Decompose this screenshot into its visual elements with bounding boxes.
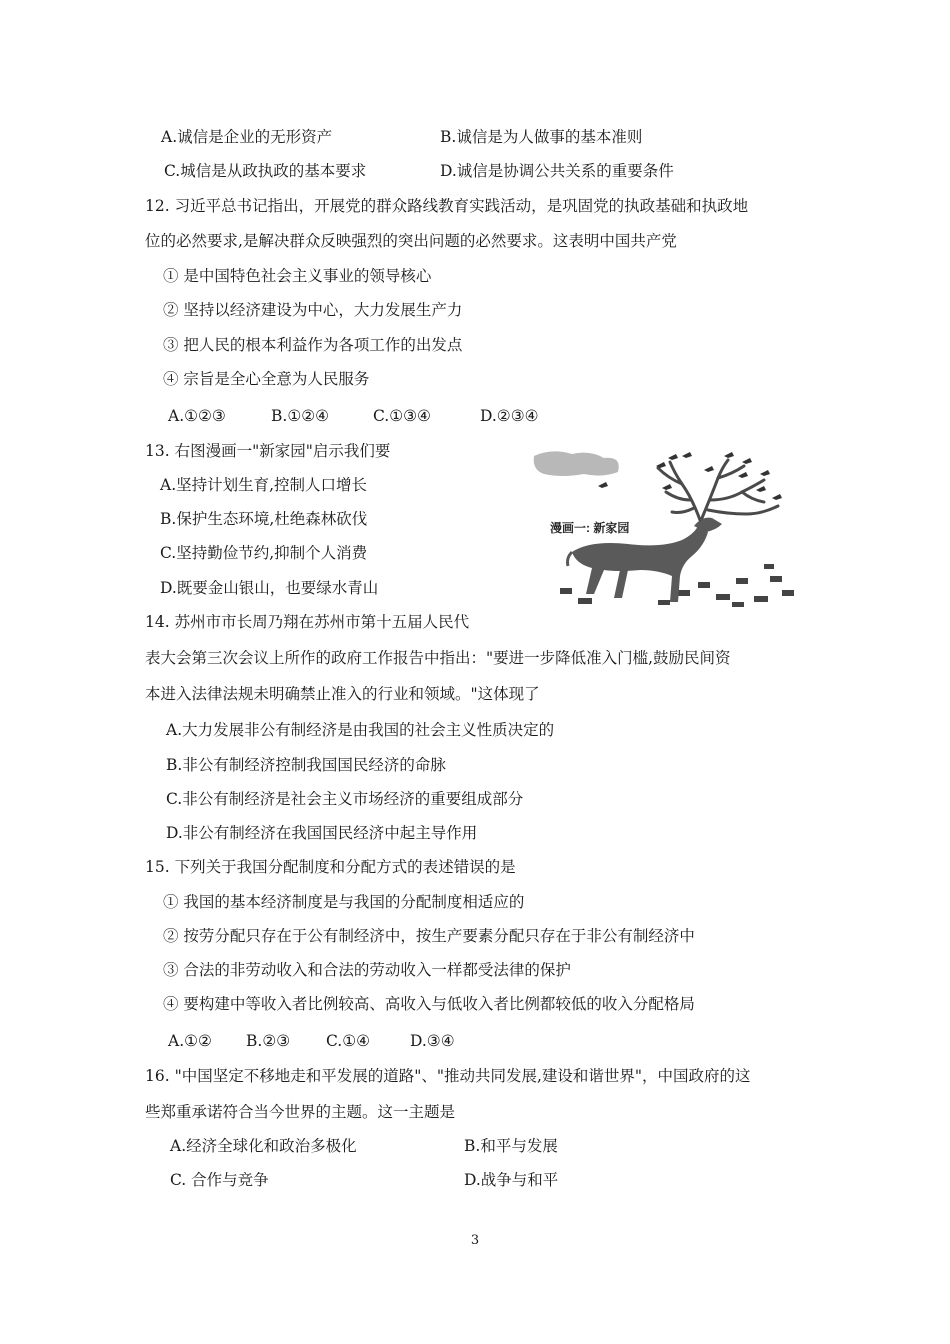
q12-item-1: ① 是中国特色社会主义事业的领导核心	[163, 267, 432, 285]
q14-option-a: A.大力发展非公有制经济是由我国的社会主义性质决定的	[166, 721, 555, 739]
q13-stem: 13. 右图漫画一"新家园"启示我们要	[145, 442, 391, 460]
q15-item-2: ② 按劳分配只存在于公有制经济中，按生产要素分配只存在于非公有制经济中	[163, 927, 695, 945]
q15-option-d: D.③④	[410, 1032, 455, 1050]
q12-stem-line1: 12. 习近平总书记指出，开展党的群众路线教育实践活动，是巩固党的执政基础和执政地	[145, 197, 749, 215]
q15-item-3: ③ 合法的非劳动收入和合法的劳动收入一样都受法律的保护	[163, 961, 571, 979]
q15-option-b: B.②③	[246, 1032, 291, 1050]
cloud-shape	[534, 451, 619, 476]
q14-stem-line2: 表大会第三次会议上所作的政府工作报告中指出："要进一步降低准入门槛,鼓励民间资	[145, 649, 731, 667]
q15-stem: 15. 下列关于我国分配制度和分配方式的表述错误的是	[145, 858, 516, 876]
q14-stem-line3: 本进入法律法规未明确禁止准入的行业和领域。"这体现了	[145, 685, 540, 703]
q12-option-a: A.①②③	[168, 407, 226, 425]
q12-item-4: ④ 宗旨是全心全意为人民服务	[163, 370, 370, 388]
q14-option-b: B.非公有制经济控制我国国民经济的命脉	[166, 756, 446, 774]
q16-option-c: C. 合作与竞争	[170, 1171, 269, 1189]
q11-option-b: B.诚信是为人做事的基本准则	[440, 128, 643, 146]
q12-option-c: C.①③④	[373, 407, 431, 425]
q14-option-d: D.非公有制经济在我国国民经济中起主导作用	[166, 824, 478, 842]
q11-option-c: C.城信是从政执政的基本要求	[164, 162, 367, 180]
q15-item-1: ① 我国的基本经济制度是与我国的分配制度相适应的	[163, 893, 525, 911]
q13-option-d: D.既要金山银山，也要绿水青山	[160, 579, 379, 597]
q13-option-c: C.坚持勤俭节约,抑制个人消费	[160, 544, 368, 562]
q11-option-a: A.诚信是企业的无形资产	[161, 128, 333, 146]
q16-option-d: D.战争与和平	[464, 1171, 559, 1189]
q12-option-d: D.②③④	[480, 407, 539, 425]
q13-option-a: A.坚持计划生育,控制人口增长	[160, 476, 368, 494]
q16-option-b: B.和平与发展	[464, 1137, 558, 1155]
q16-stem-line2: 些郑重承诺符合当今世界的主题。这一主题是	[145, 1103, 456, 1121]
q15-option-c: C.①④	[326, 1032, 371, 1050]
q16-stem-line1: 16. "中国坚定不移地走和平发展的道路"、"推动共同发展,建设和谐世界"，中国政府的这	[145, 1067, 751, 1085]
q12-option-b: B.①②④	[271, 407, 330, 425]
q15-option-a: A.①②	[168, 1032, 212, 1050]
page-number: 3	[470, 1233, 480, 1248]
q16-option-a: A.经济全球化和政治多极化	[170, 1137, 357, 1155]
q13-option-b: B.保护生态环境,杜绝森林砍伐	[160, 510, 368, 528]
birds	[598, 452, 782, 500]
q12-item-2: ② 坚持以经济建设为中心，大力发展生产力	[163, 301, 463, 319]
q12-stem-line2: 位的必然要求,是解决群众反映强烈的突出问题的必然要求。这表明中国共产党	[145, 232, 677, 250]
q14-option-c: C.非公有制经济是社会主义市场经济的重要组成部分	[166, 790, 524, 808]
q15-item-4: ④ 要构建中等收入者比例较高、高收入与低收入者比例都较低的收入分配格局	[163, 995, 695, 1013]
q12-item-3: ③ 把人民的根本利益作为各项工作的出发点	[163, 336, 463, 354]
cartoon-caption: 漫画一: 新家园	[550, 521, 630, 535]
q14-stem-line1: 14. 苏州市市长周乃翔在苏州市第十五届人民代	[145, 613, 470, 631]
cartoon-new-home	[532, 448, 800, 614]
q11-option-d: D.诚信是协调公共关系的重要条件	[440, 162, 674, 180]
